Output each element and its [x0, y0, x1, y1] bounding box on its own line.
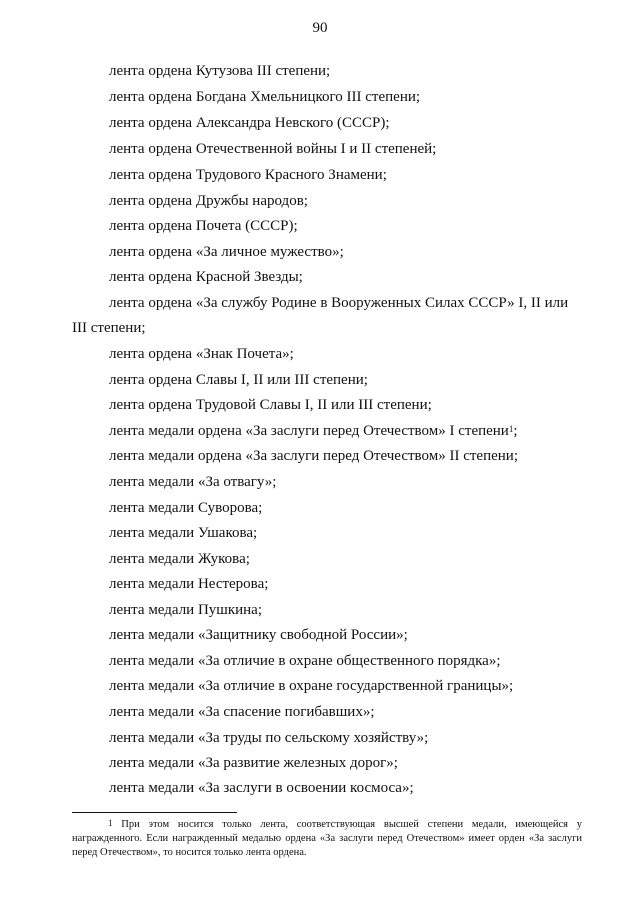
list-item: лента ордена Трудовой Славы I, II или III степени; [109, 397, 432, 413]
list-item-continuation: III степени; [72, 320, 146, 336]
list-item: лента медали Жукова; [109, 551, 250, 567]
list-item: лента медали «За отличие в охране государственной границы»; [109, 678, 514, 694]
list-item: лента медали Суворова; [109, 500, 263, 516]
footnote-marker: 1 [508, 424, 514, 434]
list-item: лента медали Ушакова; [109, 525, 258, 541]
list-item: лента медали «За спасение погибавших»; [109, 704, 375, 720]
list-item: лента медали «За заслуги в освоении космоса»; [109, 780, 414, 796]
list-item: лента ордена Красной Звезды; [109, 269, 303, 285]
footnote-body [72, 818, 582, 860]
list-item: лента медали «За развитие железных дорог»; [109, 755, 398, 771]
list-item: лента ордена Богдана Хмельницкого III степени; [109, 89, 421, 105]
list-item: лента медали «Защитнику свободной России»; [109, 627, 408, 643]
list-item: лента ордена Кутузова III степени; [109, 63, 331, 79]
list-item: лента ордена Отечественной войны I и II степеней; [109, 141, 437, 157]
list-item: лента ордена Дружбы народов; [109, 193, 308, 209]
list-item: лента ордена «Знак Почета»; [109, 346, 294, 362]
list-item: лента медали Пушкина; [109, 602, 263, 618]
footnote-number: 1 [108, 818, 113, 828]
footnote-text: При этом носится только лента, соответствующая высшей степени медали, имеющейся у награжденного. Если награжденный медалью ордена «За заслуги перед Отечеством» имеет орден «За заслуги перед Отечеством», то носится только лента ордена. [72, 819, 582, 858]
list-item: лента медали «За отличие в охране общественного порядка»; [109, 653, 501, 669]
list-item: лента медали «За труды по сельскому хозяйству»; [109, 730, 429, 746]
list-item: лента ордена Александра Невского (СССР); [109, 115, 390, 131]
list-item: лента ордена «За службу Родине в Вооруженных Силах СССР» I, II или [109, 295, 569, 311]
list-item: лента ордена Трудового Красного Знамени; [109, 167, 387, 183]
page-number: 90 [312, 20, 328, 36]
list-item-punct: ; [513, 423, 518, 439]
footnote [72, 818, 582, 860]
list-item [109, 422, 518, 440]
list-item: лента ордена «За личное мужество»; [109, 244, 344, 260]
list-item: лента ордена Славы I, II или III степени; [109, 372, 368, 388]
footnote-divider [72, 812, 237, 813]
list-item: лента медали ордена «За заслуги перед Отечеством» II степени; [109, 448, 518, 464]
list-item: лента медали «За отвагу»; [109, 474, 277, 490]
list-item: лента ордена Почета (СССР); [109, 218, 298, 234]
list-item: лента медали Нестерова; [109, 576, 269, 592]
list-item-text: лента медали ордена «За заслуги перед Отечеством» I степени [109, 423, 509, 439]
